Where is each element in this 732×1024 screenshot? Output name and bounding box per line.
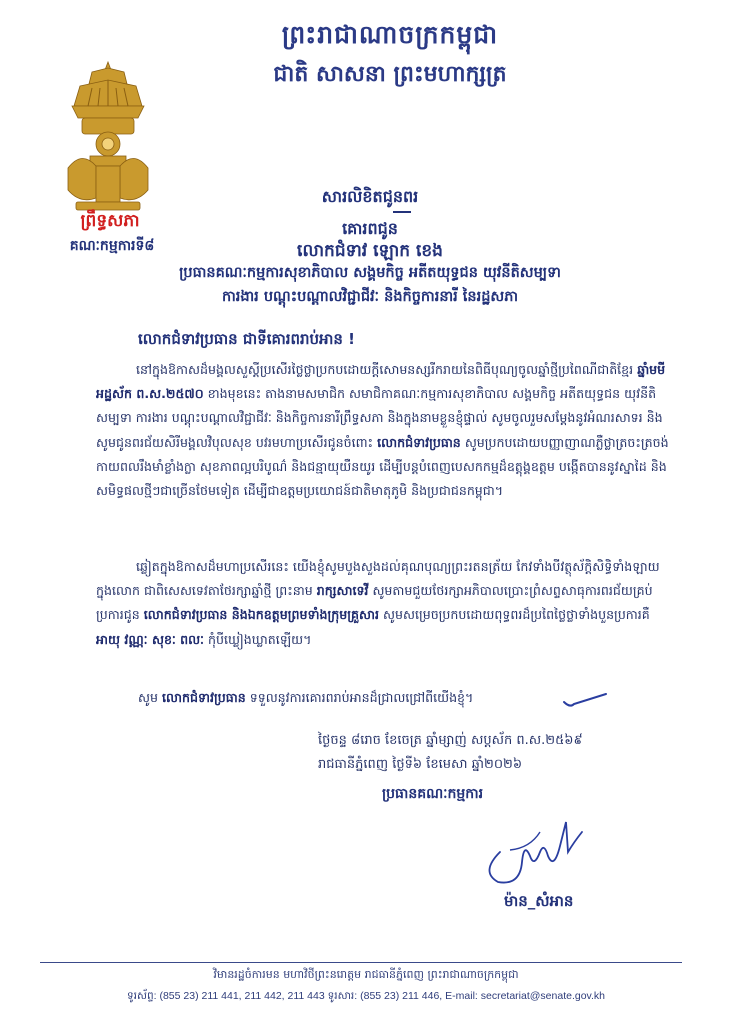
signer-title: ប្រធានគណៈកម្មការ <box>382 786 484 802</box>
recipient-position-line2: ការងារ បណ្តុះបណ្តាលវិជ្ជាជីវៈ និងកិច្ចការនារី នៃរដ្ឋសភា <box>221 289 519 305</box>
senate-name: ព្រឹទ្ធសភា <box>80 211 140 231</box>
greeting: លោកជំទាវប្រធាន ជាទីគោរពរាប់អាន ! <box>138 330 355 348</box>
handwritten-tick-icon <box>560 690 610 712</box>
title-divider <box>393 211 411 213</box>
footer-address: វិមានរដ្ឋចំការមន មហាវិថីព្រះនរោត្តម រាជធានីភ្នំពេញ ព្រះរាជាណាចក្រកម្ពុជា <box>213 968 519 981</box>
lunar-date: ថ្ងៃចន្ទ ៨រោច ខែចេត្រ ឆ្នាំម្សាញ់ សប្តស័ក ព.ស.២៥៦៩ <box>318 733 583 748</box>
body-paragraph-1: នៅក្នុងឱកាសដ៏មង្គលសួស្តីប្រសើរថ្លៃថ្លាប្រកបដោយក្តីសោមនស្សរីករាយនៃពិធីបុណ្យចូលឆ្នាំថ្មីប្រពៃណីជាតិខ្មែរ ឆ្នាំមមី អដ្ឋស័ក ព.ស.២៥៧០ ខាងមុខនេះ តាងនាមសមាជិក សមាជិកាគណៈកម្មការសុខាភិបាល សង្គមកិច្ច អតីតយុទ្ធជន យុវនីតិសម្បទា ការងារ បណ្តុះបណ្តាលវិជ្ជាជីវៈ និងកិច្ចការនារីព្រឹទ្ធសភា និងក្នុងនាមខ្លួនខ្ញុំផ្ទាល់ សូមចូលរួមសម្តែងនូវអំណរសាទរ និងសូមជូនពរជ័យសិរីមង្គលវិបុលសុខ បវរមហាប្រសើរជូនចំពោះ លោកជំទាវប្រធាន សូមប្រកបដោយបញ្ញាញាណភ្លឺថ្លាត្រចះត្រចង់ កាយពលរឹងមាំខ្លាំងក្លា សុខភាពល្អបរិបូណ៌ និងជន្មាយុយឺនយូរ ដើម្បីបន្តបំពេញបេសកកម្មដ៏ឧត្តុង្គឧត្តម បង្កើតបាននូវស្នាដៃ និងសមិទ្ធផលថ្មីៗជាច្រើនថែមទៀត ដើម្បីជាឧត្តមប្រយោជន៍ជាតិមាតុភូមិ និងប្រជាជនកម្ពុជា។ <box>96 362 669 499</box>
national-motto: ជាតិ សាសនា ព្រះមហាក្សត្រ <box>273 61 507 87</box>
kingdom-name: ព្រះរាជាណាចក្រកម្ពុជា <box>281 20 499 49</box>
committee-name: គណៈកម្មការទី៨ <box>69 238 155 254</box>
signature-icon <box>470 812 600 892</box>
recipient-position-line1: ប្រធានគណៈកម្មការសុខាភិបាល សង្គមកិច្ច អតីតយុទ្ធជន យុវនីតិសម្បទា <box>179 265 561 281</box>
signer-name: ម៉ាន_សំអាន <box>504 892 574 910</box>
footer-divider <box>40 962 682 963</box>
footer-email: E-mail: secretariat@senate.gov.kh <box>445 990 606 1002</box>
salutation: គោរពជូន <box>342 219 398 238</box>
letterhead <box>200 20 580 92</box>
footer-contacts: ទូរស័ព្ទ: (855 23) 211 441, 211 442, 211 443 ទូរសារ: (855 23) 211 446, E-mail: secretariat@senate.gov.kh <box>126 990 606 1002</box>
body-paragraph-2: ឆ្លៀតក្នុងឱកាសដ៏មហាប្រសើរនេះ យើងខ្ញុំសូមបួងសួងដល់គុណបុណ្យព្រះរតនត្រ័យ កែវទាំងបីវត្ថុស័ក្តិសិទ្ធិទាំងឡាយក្នុងលោក ជាពិសេសទេវតាថែរក្សាឆ្នាំថ្មី ព្រះនាម រាក្សសាទេវី សូមតាមជួយថែរក្សាអភិបាលប្រោះព្រំសព្ទសាធុការពរជ័យគ្រប់ប្រការជូន លោកជំទាវប្រធាន និងឯកឧត្តមព្រមទាំងក្រុមគ្រួសារ សូមសម្រេចប្រកបដោយពុទ្ធពរដ៏ប្រពៃថ្លៃថ្លាទាំងបួនប្រការគឺ អាយុ វណ្ណៈ សុខៈ ពលៈ កុំបីឃ្លៀងឃ្លាតឡើយ។ <box>96 559 660 647</box>
closing-paragraph: សូម លោកជំទាវប្រធាន ទទួលនូវការគោរពរាប់អានដ៏ជ្រាលជ្រៅពីយើងខ្ញុំ។ <box>138 690 474 705</box>
solar-date: រាជធានីភ្នំពេញ ថ្ងៃទី៦ ខែមេសា ឆ្នាំ២០២៦ <box>318 757 523 772</box>
recipient-name: លោកជំទាវ ឡោក ខេង <box>297 241 443 261</box>
document-title: សារលិខិតជូនពរ <box>321 187 419 206</box>
